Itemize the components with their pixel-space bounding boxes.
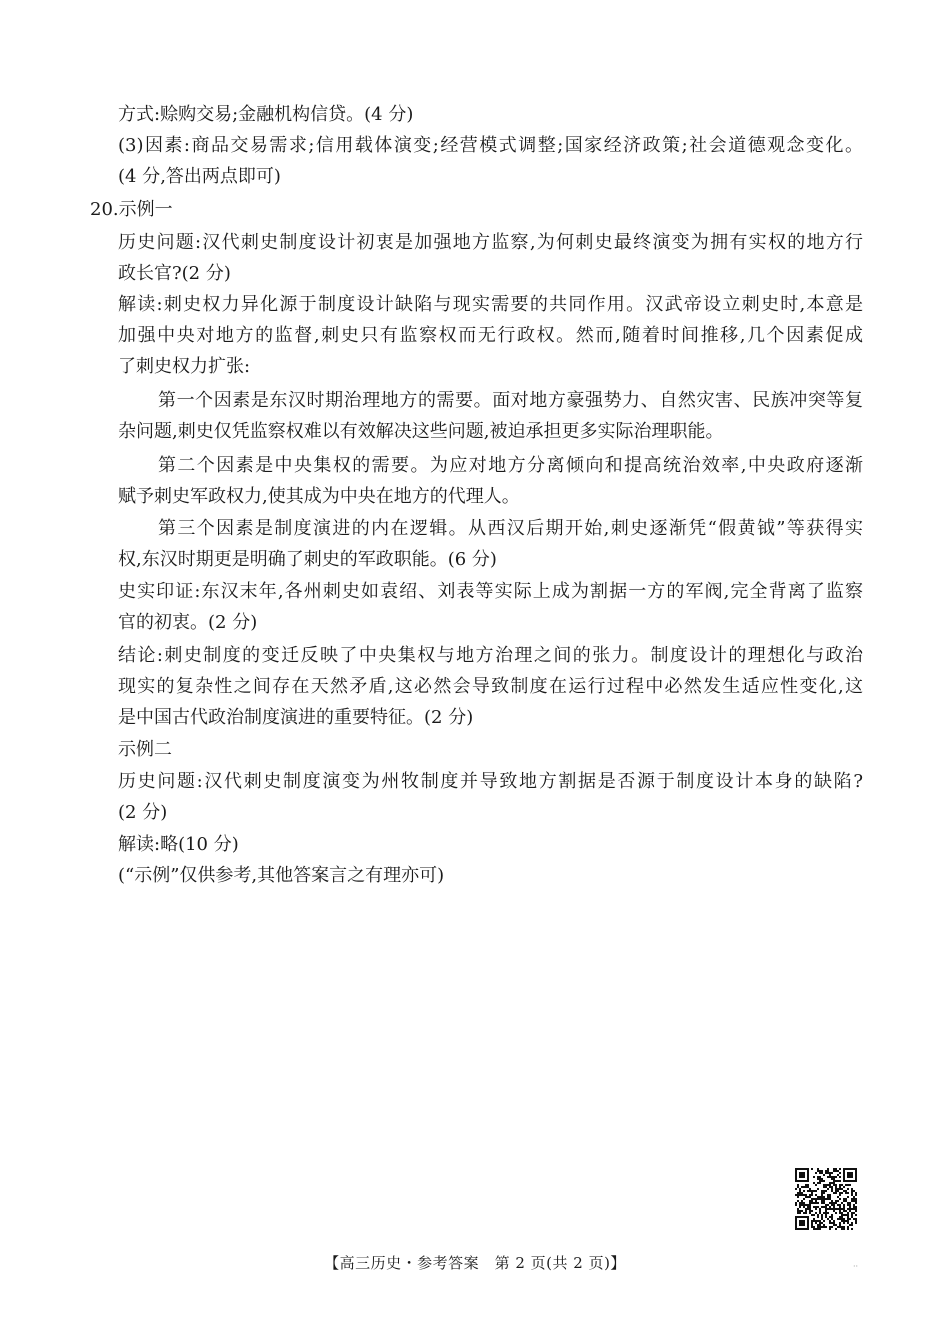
answer-line: 结论:刺史制度的变迁反映了中央集权与地方治理之间的张力。制度设计的理想化与政治: [118, 645, 863, 666]
answer-line: 加强中央对地方的监督,刺史只有监察权而无行政权。然而,随着时间推移,几个因素促成: [118, 325, 863, 346]
answer-line: 解读:刺史权力异化源于制度设计缺陷与现实需要的共同作用。汉武帝设立刺史时,本意是: [118, 294, 863, 315]
answer-line: 第二个因素是中央集权的需要。为应对地方分离倾向和提高统治效率,中央政府逐渐: [158, 455, 863, 476]
answer-line: (4 分,答出两点即可): [118, 166, 281, 187]
answer-line: 历史问题:汉代刺史制度演变为州牧制度并导致地方割据是否源于制度设计本身的缺陷?: [118, 771, 863, 792]
answer-line: 现实的复杂性之间存在天然矛盾,这必然会导致制度在运行过程中必然发生适应性变化,这: [118, 676, 863, 697]
page-footer: 【高三历史・参考答案 第 2 页(共 2 页)】: [324, 1254, 626, 1272]
answer-line: 解读:略(10 分): [118, 834, 239, 855]
question-number: 20.示例一: [90, 199, 173, 220]
answer-line: 第一个因素是东汉时期治理地方的需要。面对地方豪强势力、自然灾害、民族冲突等复: [158, 390, 863, 411]
answer-line: 赋予刺史军政权力,使其成为中央在地方的代理人。: [118, 486, 520, 507]
answer-note: (“示例”仅供参考,其他答案言之有理亦可): [118, 865, 445, 886]
answer-line: 权,东汉时期更是明确了刺史的军政职能。(6 分): [118, 549, 497, 570]
answer-line: 了刺史权力扩张:: [118, 356, 251, 377]
qr-code: [793, 1166, 859, 1232]
corner-mark: ··: [853, 1262, 859, 1271]
answer-line: 历史问题:汉代刺史制度设计初衷是加强地方监察,为何刺史最终演变为拥有实权的地方行: [118, 232, 863, 253]
answer-line: 官的初衷。(2 分): [118, 612, 258, 633]
answer-line: 杂问题,刺史仅凭监察权难以有效解决这些问题,被迫承担更多实际治理职能。: [118, 421, 724, 442]
answer-line: (2 分): [118, 802, 168, 823]
answer-line: 第三个因素是制度演进的内在逻辑。从西汉后期开始,刺史逐渐凭“假黄钺”等获得实: [158, 518, 863, 539]
answer-line: 方式:赊购交易;金融机构信贷。(4 分): [118, 104, 414, 125]
answer-line: 是中国古代政治制度演进的重要特征。(2 分): [118, 707, 474, 728]
answer-line: 政长官?(2 分): [118, 263, 231, 284]
example-heading: 示例二: [118, 739, 172, 760]
answer-line: 史实印证:东汉末年,各州刺史如袁绍、刘表等实际上成为割据一方的军阀,完全背离了监察: [118, 581, 863, 602]
answer-line: (3)因素:商品交易需求;信用载体演变;经营模式调整;国家经济政策;社会道德观念变化。: [118, 135, 863, 156]
